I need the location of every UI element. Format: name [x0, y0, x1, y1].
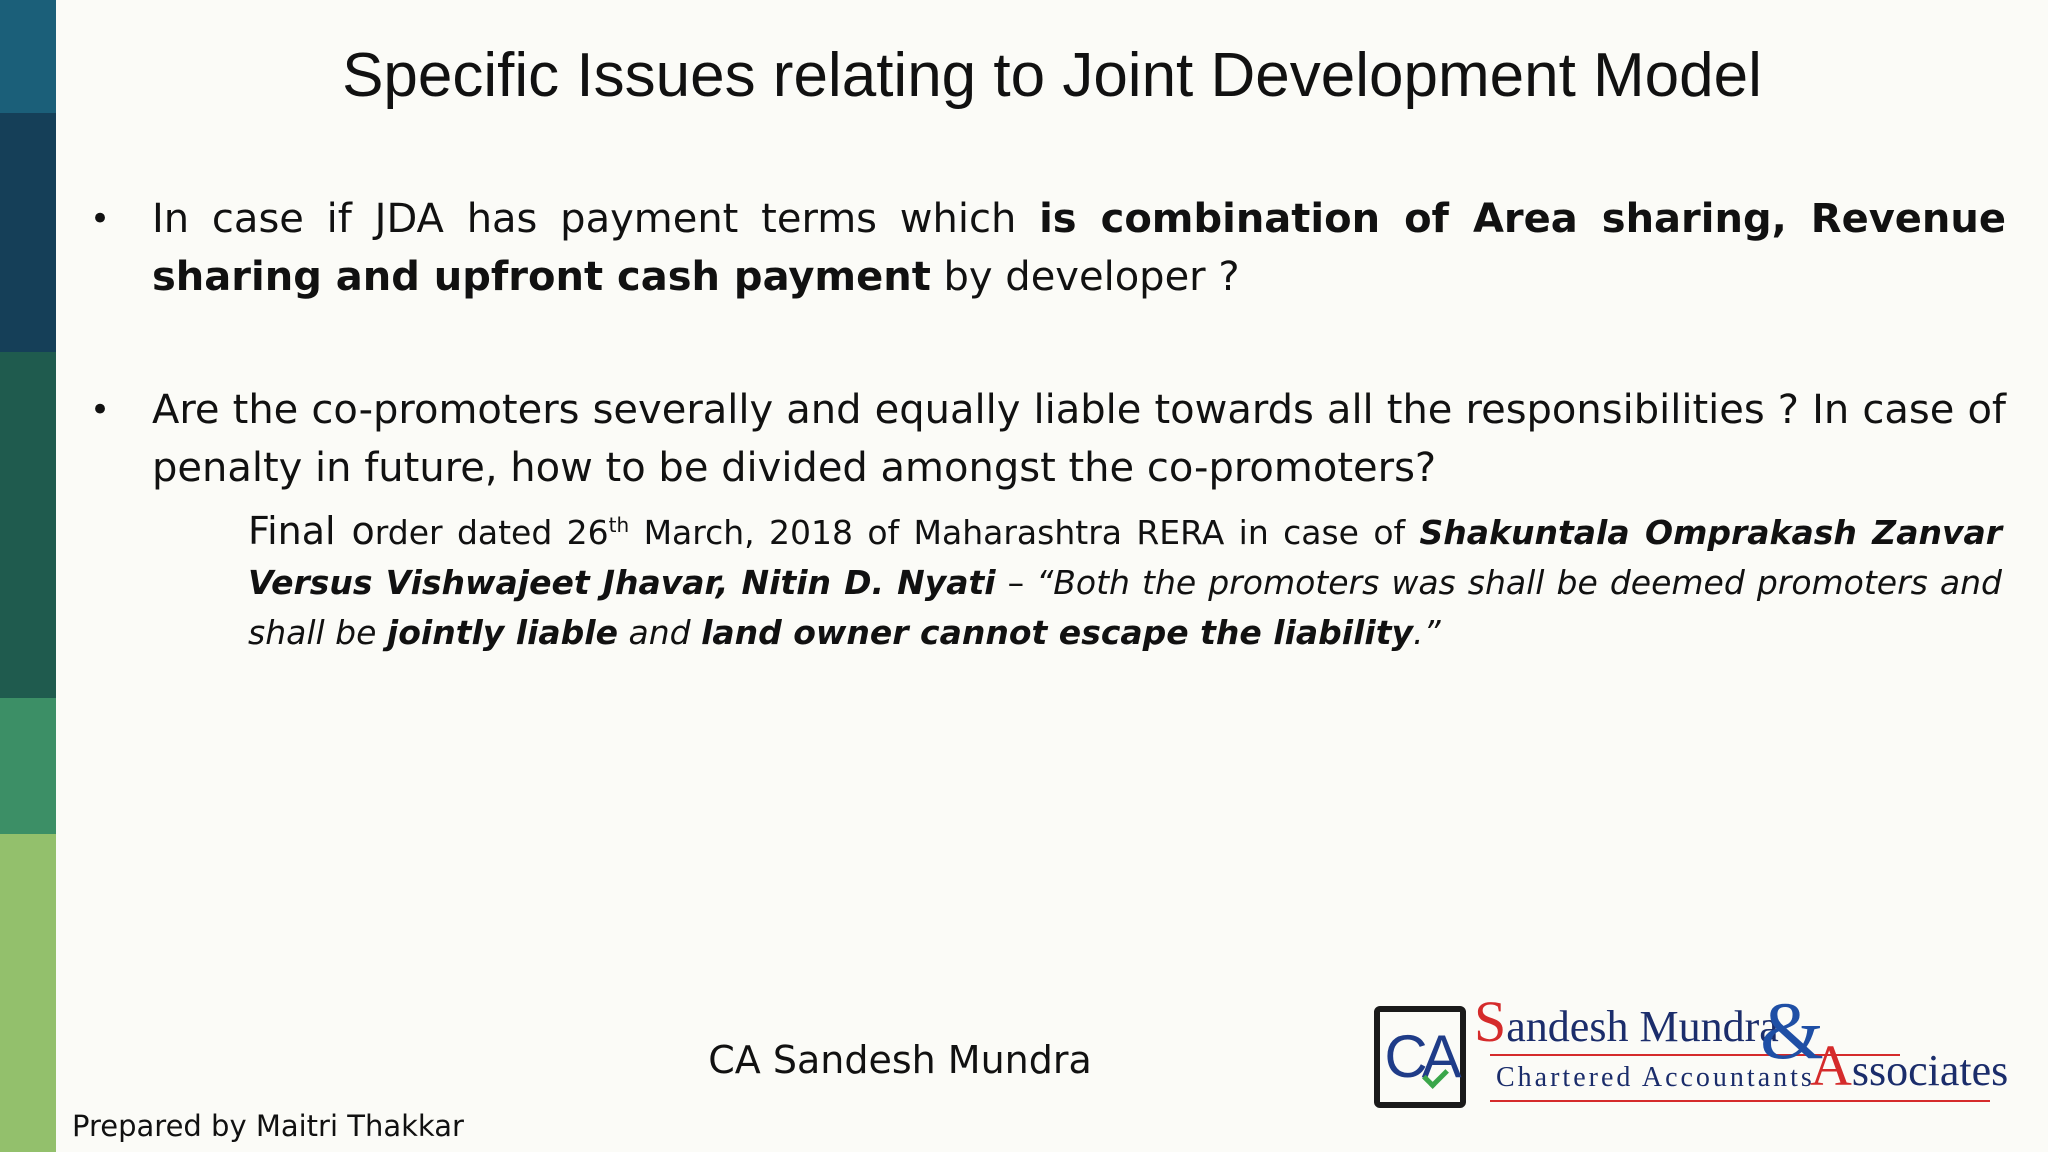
logo-subtitle: Chartered Accountants — [1496, 1062, 1815, 1093]
firm-logo — [1374, 985, 2014, 1122]
bullet-text: Are the co-promoters severally and equally liable towards all the responsibilities ? In case of penalty in future, how to be divided amongst the co-promoters? — [152, 387, 2006, 491]
sidebar-color-bands — [0, 0, 56, 1152]
logo-ampersand: & — [1760, 985, 1824, 1076]
logo-underline-bottom — [1490, 1100, 1990, 1102]
bullet-item — [90, 381, 2008, 497]
band-teal — [0, 0, 56, 113]
presenter-name: CA Sandesh Mundra — [708, 1038, 1092, 1082]
band-green — [0, 698, 56, 834]
bullet-dot-icon: • — [90, 199, 111, 239]
bullet-item — [90, 190, 2008, 306]
prepared-by-note: Prepared by Maitri Thakkar — [72, 1109, 464, 1143]
band-dark-green — [0, 352, 56, 698]
ca-mark-icon: CA — [1374, 1006, 1466, 1108]
band-light-green — [0, 834, 56, 1152]
band-dark-navy — [0, 113, 56, 352]
case-parties: Shakuntala Omprakash Zanvar Versus Vishwajeet Jhavar, Nitin D. Nyati — [248, 513, 2003, 602]
bullet-dot-icon: • — [90, 390, 111, 430]
bullet-text: In case if JDA has payment terms which is combination of Area sharing, Revenue sharing and upfront cash payment by developer ? — [152, 196, 2006, 300]
logo-firm-name: Sandesh Mundra — [1474, 989, 1779, 1054]
logo-associates: Associates — [1810, 1033, 2009, 1098]
case-citation: Final order dated 26th March, 2018 of Maharashtra RERA in case of Shakuntala Omprakash Zanvar Versus Vishwajeet Jhavar, Nitin D. Nyati – “Both the promoters was shall be deemed promoters and shall be jointly liable and land owner cannot escape the liability.” — [248, 509, 2003, 652]
slide-title: Specific Issues relating to Joint Development Model — [342, 41, 1762, 110]
